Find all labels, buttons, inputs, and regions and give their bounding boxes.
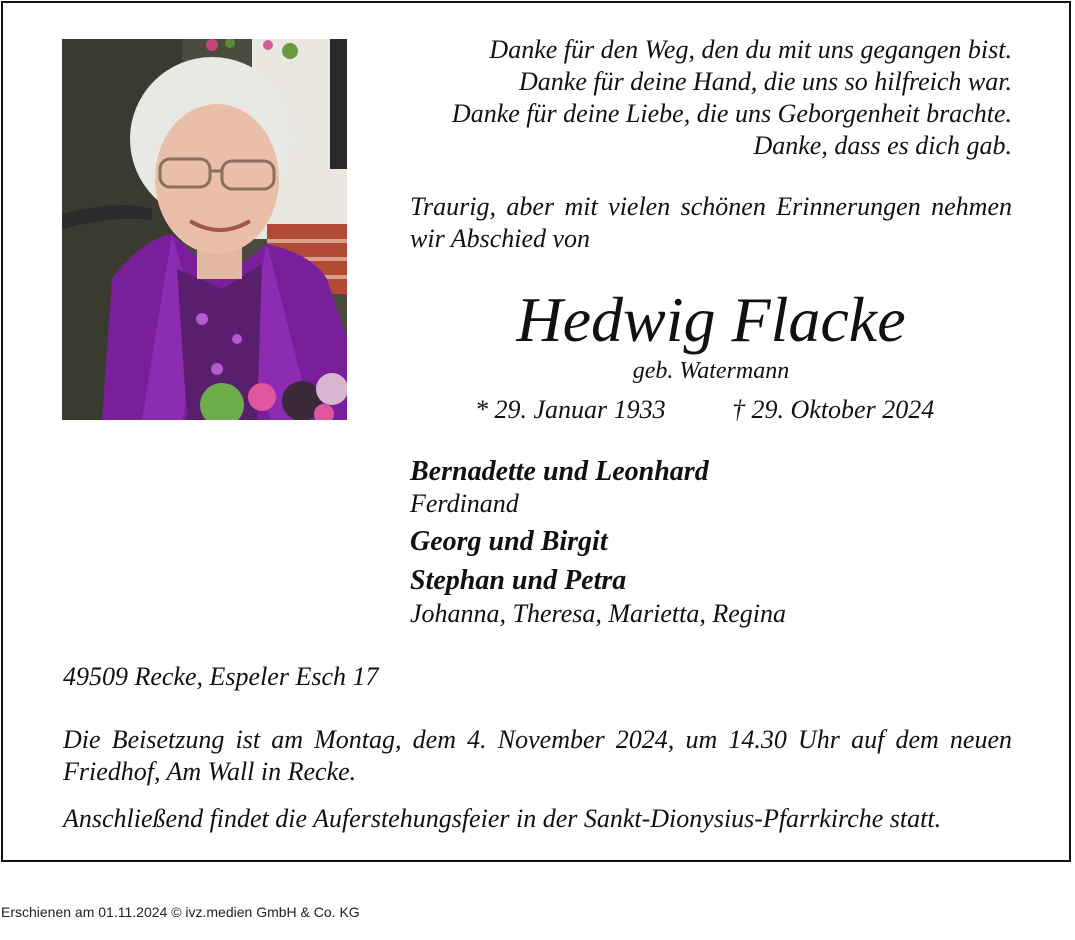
burial-info: Die Beisetzung ist am Montag, dem 4. November 2024, um 14.30 Uhr auf dem neuen Friedhof, Am Wall in Recke.: [63, 725, 1012, 786]
publication-footer: Erschienen am 01.11.2024 © ivz.medien GmbH & Co. KG: [1, 904, 360, 920]
family-member: Johanna, Theresa, Marietta, Regina: [410, 599, 786, 628]
death-date: † 29. Oktober 2024: [732, 395, 935, 424]
poem-line: Danke, dass es dich gab.: [753, 131, 1012, 160]
poem: [410, 34, 1012, 162]
poem-line: Danke für deine Hand, die uns so hilfreich war.: [519, 67, 1012, 96]
family-member: Ferdinand: [410, 489, 519, 518]
family-member: Georg und Birgit: [410, 526, 608, 557]
family-member: Stephan und Petra: [410, 565, 627, 596]
portrait-photo: [62, 39, 347, 420]
intro-text: Traurig, aber mit vielen schönen Erinnerungen nehmen wir Abschied von: [410, 192, 1012, 253]
poem-line: Danke für den Weg, den du mit uns gegangen bist.: [489, 35, 1012, 64]
deceased-name: Hedwig Flacke: [516, 284, 906, 355]
family-member: Bernadette und Leonhard: [410, 456, 709, 487]
address: 49509 Recke, Espeler Esch 17: [63, 662, 379, 691]
birth-name: geb. Watermann: [632, 358, 790, 384]
poem-line: Danke für deine Liebe, die uns Geborgenheit brachte.: [451, 99, 1012, 128]
ceremony-info: Anschließend findet die Auferstehungsfeier in der Sankt-Dionysius-Pfarrkirche statt.: [63, 804, 942, 833]
birth-date: * 29. Januar 1933: [475, 395, 666, 424]
